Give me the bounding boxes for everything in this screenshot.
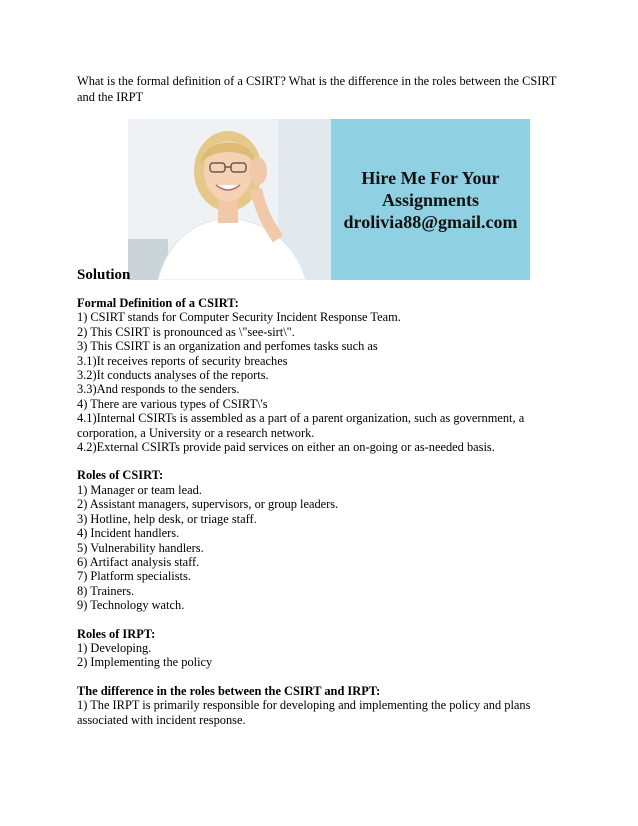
section-title: Roles of CSIRT: — [77, 468, 164, 483]
list-item: 1) Developing. — [77, 640, 152, 655]
list-item: 3) Hotline, help desk, or triage staff. — [77, 511, 257, 526]
list-item: 3.2)It conducts analyses of the reports. — [77, 368, 269, 383]
ad-email: drolivia88@gmail.com — [343, 211, 518, 232]
ad-headline-line2: Assignments — [381, 189, 479, 210]
list-item: 8) Trainers. — [77, 583, 135, 598]
csirt-roles-section — [77, 468, 567, 612]
woman-photo — [128, 119, 331, 280]
list-item: 4.1)Internal CSIRTs is assembled as a part of a parent organization, such as government, a corporation, a University or a research network. — [77, 411, 525, 440]
list-item: 7) Platform specialists. — [77, 569, 191, 584]
list-item: 2) Implementing the policy — [77, 655, 213, 670]
section-title: Roles of IRPT: — [77, 626, 156, 641]
difference-section — [77, 684, 567, 727]
irpt-roles-section — [77, 627, 567, 670]
list-item: 4) There are various types of CSIRT\'s — [77, 396, 268, 411]
ad-banner — [128, 119, 530, 280]
list-item: 3.1)It receives reports of security breaches — [77, 353, 288, 368]
section-title: The difference in the roles between the CSIRT and IRPT: — [77, 683, 381, 698]
ad-headline-line1: Hire Me For Your — [361, 167, 500, 188]
list-item: 9) Technology watch. — [77, 598, 185, 613]
ad-text-panel — [331, 119, 530, 280]
question-text: What is the formal definition of a CSIRT? What is the difference in the roles between the CSIRT and the IRPT — [77, 74, 557, 104]
list-item: 2) Assistant managers, supervisors, or group leaders. — [77, 497, 339, 512]
list-item: 2) This CSIRT is pronounced as \"see-sirt\". — [77, 324, 295, 339]
list-item: 1) Manager or team lead. — [77, 482, 202, 497]
list-item: 4.2)External CSIRTs provide paid services on either an on-going or as-needed basis. — [77, 440, 495, 455]
list-item: 5) Vulnerability handlers. — [77, 540, 204, 555]
list-item: 3.3)And responds to the senders. — [77, 382, 240, 397]
section-title: Formal Definition of a CSIRT: — [77, 296, 239, 310]
list-item: 1) CSIRT stands for Computer Security Incident Response Team. — [77, 310, 401, 325]
list-item: 4) Incident handlers. — [77, 526, 180, 541]
woman-illustration-icon — [128, 119, 331, 280]
list-item: 6) Artifact analysis staff. — [77, 554, 200, 569]
list-item: 3) This CSIRT is an organization and perfomes tasks such as — [77, 339, 378, 354]
solution-heading: Solution — [77, 267, 131, 283]
definition-section — [77, 296, 567, 454]
solution-content — [77, 296, 567, 741]
list-item: 1) The IRPT is primarily responsible for developing and implementing the policy and plans associated with incident response. — [77, 698, 531, 727]
